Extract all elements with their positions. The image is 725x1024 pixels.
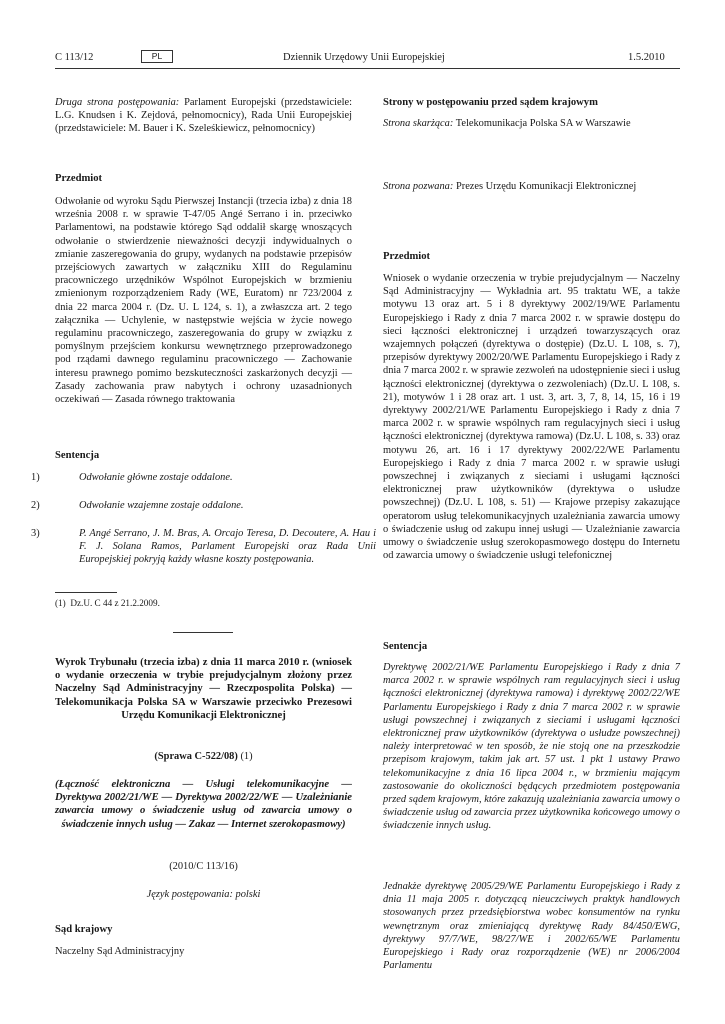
keywords: (Łączność elektroniczna — Usługi telekomunikacyjne — Dyrektywa 2002/21/WE — Dyrektywa 2002/22/WE — Uzależnianie zawarcia umowy o świadczenie usług od zawarcia umowy o świadczenie innych usług — Zakaz — Internet szerokopasmowy) — [55, 779, 352, 830]
przedmiot-heading-right: Przedmiot — [383, 251, 431, 262]
item-text: P. Angé Serrano, J. M. Bras, A. Orcajo Teresa, D. Decoutere, A. Hau i F. J. Solana Ramos, Parlament Europejski oraz Rada Unii Europejskiej pokryją każdy własne koszty postępowania. — [79, 528, 376, 566]
item-number: 2) — [31, 500, 40, 511]
item-number: 3) — [31, 528, 40, 539]
sentencja-heading-left: Sentencja — [55, 450, 100, 461]
przedmiot-text-right: Wniosek o wydanie orzeczenia w trybie prejudycjalnym — Naczelny Sąd Administracyjny — Wykładnia art. 95 traktatu WE, a także motywu 13 oraz art. 5 i 8 dyrektywy 2002/19/WE Parlamentu Europejskiego i Rady z dnia 7 marca 2002 r. w sprawie dostępu do sieci łączności elektronicznej i urządzeń towarzyszących oraz wzajemnych połączeń (dyrektywa o dostępie) (Dz.U. L 108, s. 7), przepisów dyrektywy 2002/20/WE Parlamentu Europejskiego i Rady z dnia 7 marca 2002 r. w sprawie zezwoleń na udostępnienie sieci i usług łączności elektronicznej (dyrektywa o zezwoleniach) (Dz.U. L 108, s. 21), motywów 1 i 28 oraz art. 1 ust. 3, art. 3, 7, 8, 14, 15, 16 i 19 dyrektywy 2002/21/WE Parlamentu Europejskiego i Rady z dnia 7 marca 2002 r. w sprawie wspólnych ram regulacyjnych sieci i usług łączności elektronicznej (dyrektywa ramowa) (Dz.U. L 108, s. 33) oraz motywu 26, art. 16 i 17 dyrektywy 2002/22/WE Parlamentu Europejskiego i Rady z dnia 7 marca 2002 r. w sprawie usługi powszechnej i związanych z sieciami i usługami łączności elektronicznej praw użytkowników (dyrektywa o usłudze powszechnej) (Dz.U. L 108, s. 51) — Krajowe przepisy zakazujące operatorom usług telekomunikacyjnych uzależniania zawarcia umowy o świadczenie usług od zakupu innej usługi — Uzależnianie zawarcia umowy o świadczenie usług szerokopasmowego dostępu do Internetu od zawarcia umowy o świadczenie usługi telefonicznej — [383, 273, 680, 562]
sad-text: Naczelny Sąd Administracyjny — [55, 946, 185, 957]
document-reference: (2010/C 113/16) — [169, 861, 238, 872]
intro-text: Parlament Europejski (przedstawiciele: L.G. Knudsen i K. Zejdová, pełnomocnicy), Rada Unii Europejskiej (przedstawiciele: M. Bauer i K. Szeleśkiewicz, pełnomocnicy) — [55, 97, 352, 135]
page-reference: C 113/12 — [55, 52, 94, 63]
strona-skarzaca — [383, 117, 680, 130]
sentencja-item-1 — [31, 471, 376, 484]
case-label: (Sprawa C-522/08) — [154, 751, 238, 762]
language-of-proceedings: Język postępowania: polski — [146, 889, 261, 900]
footnote-rule — [55, 592, 117, 593]
footnote-mark: (1) — [55, 598, 66, 608]
przedmiot-heading-left: Przedmiot — [55, 173, 103, 184]
judgment-title: Wyrok Trybunału (trzecia izba) z dnia 11 marca 2010 r. (wniosek o wydanie orzeczenia w trybie prejudycjalnym złożony przez Naczelny Sąd Administracyjny — Rzeczpospolita Polska) — Telekomunikacja Polska SA w Warszawie przeciwko Prezesowi Urzędu Komunikacji Elektronicznej — [55, 657, 352, 721]
item-number: 1) — [31, 472, 40, 483]
pozwana-label: Strona pozwana: — [383, 181, 454, 192]
sentencja-item-3 — [31, 527, 376, 567]
language-badge: PL — [141, 50, 173, 63]
publication-date: 1.5.2010 — [628, 52, 665, 63]
section-divider — [173, 632, 233, 633]
sentencja-item-2 — [31, 499, 376, 512]
item-text: Odwołanie główne zostaje oddalone. — [79, 472, 233, 483]
pozwana-text: Prezes Urzędu Komunikacji Elektronicznej — [455, 181, 637, 192]
sentencja-heading-right: Sentencja — [383, 641, 428, 652]
strony-heading: Strony w postępowaniu przed sądem krajowym — [383, 97, 598, 108]
strona-pozwana — [383, 180, 680, 193]
skarzaca-text: Telekomunikacja Polska SA w Warszawie — [455, 118, 631, 129]
footnote — [55, 597, 352, 610]
sad-heading: Sąd krajowy — [55, 924, 113, 935]
footnote-text: Dz.U. C 44 z 21.2.2009. — [70, 598, 160, 608]
intro-paragraph — [55, 96, 352, 136]
sentencja-paragraph-2: Jednakże dyrektywę 2005/29/WE Parlamentu Europejskiego i Rady z dnia 11 maja 2005 r. dotyczącą nieuczciwych praktyk handlowych stosowanych przez przedsiębiorstwa wobec konsumentów na rynku wewnętrznym oraz zmieniającą dyrektywę Rady 84/450/EWG, dyrektywy 97/7/WE, 98/27/WE i 2002/65/WE Parlamentu Europejskiego i Rady oraz rozporządzenie (WE) nr 2006/2004 Parlamentu — [383, 881, 680, 972]
sentencja-paragraph-1: Dyrektywę 2002/21/WE Parlamentu Europejskiego i Rady z dnia 7 marca 2002 r. w sprawie wspólnych ram regulacyjnych sieci i usług łączności elektronicznej (dyrektywa ramowa) i dyrektywę 2002/22/WE Parlamentu Europejskiego i Rady z dnia 7 marca 2002 r. w sprawie usługi powszechnej i związanych z sieciami i usługami łączności elektronicznej praw użytkowników (dyrektywa o usłudze powszechnej) należy interpretować w ten sposób, że nie stoją one na przeszkodzie przepisom krajowym, takim jak art. 57 ust. 1 pkt 1 ustawy Prawo telekomunikacyjne z dnia 16 lipca 2004 r., w brzmieniu mającym zastosowanie do okoliczności będących przedmiotem postępowania przed sądem krajowym, które zakazują uzależniania zawarcia umowy o świadczenie usług od zawarcia przez użytkownika końcowego umowy o świadczenie innych usług. — [383, 662, 680, 832]
przedmiot-text-left: Odwołanie od wyroku Sądu Pierwszej Instancji (trzecia izba) z dnia 18 września 2008 r. w sprawie T-47/05 Angé Serrano i in. przeciwko Parlamentowi, na podstawie którego Sąd oddalił skargę wnoszących odwołanie o stwierdzenie nieważności decyzji indywidualnych o zmianie zaszeregowania do grupy, wydanych na podstawie przepisów przejściowych zawartych w załączniku XIII do Regulaminu pracowniczego urzędników Wspólnot Europejskich w brzmieniu zmienionym rozporządzeniem Rady (WE, Euratom) nr 723/2004 z dnia 22 marca 2004 r. (Dz. U. L 124, s. 1), a zwłaszcza art. 2 tego załącznika — Uchylenie, w następstwie wejścia w życie nowego regulaminu pracowniczego, zaszeregowania do grupy w związku z pomyślnym przejściem konkursu wewnętrznego przeprowadzonego pod rządami dawnego regulaminu pracowniczego — Zachowanie interesu prawnego pomimo bezskuteczności zaskarżonych decyzji — Zasady zachowania praw nabytych i ochrony uzasadnionych oczekiwań — Zasada równego traktowania — [55, 196, 352, 406]
case-number — [55, 750, 352, 763]
case-footnote: (1) — [240, 751, 253, 762]
skarzaca-label: Strona skarżąca: — [383, 118, 454, 129]
item-text: Odwołanie wzajemne zostaje oddalone. — [79, 500, 244, 511]
journal-title: Dziennik Urzędowy Unii Europejskiej — [283, 52, 445, 63]
intro-label: Druga strona postępowania: — [55, 97, 180, 108]
header-rule — [55, 68, 680, 69]
